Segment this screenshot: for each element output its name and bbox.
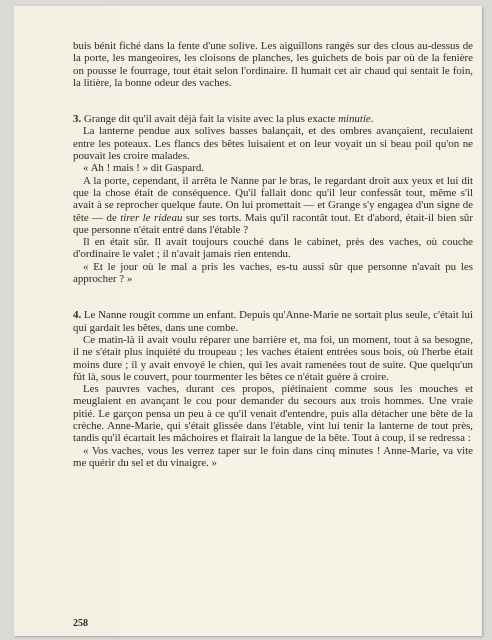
section-3-paragraph-2: « Ah ! mais ! » dit Gaspard.: [83, 162, 204, 175]
section-4-lead-text: Le Nanne rougit comme un enfant. Depuis qu'Anne-Marie ne sortait plus seule, c'était lui qui gardait les bêtes, dans une combe.: [73, 309, 473, 334]
section-4-paragraph-2: Ce matin-là il avait voulu réparer une barrière et, ma foi, un moment, tout à sa besogne, il ne s'était plus inquiété du troupeau ; les vaches étaient entrées sous bois, où l'herbe était moins dure ; il y avait envoyé le chien, qui les avait ramenées tout de suite. Que quelqu'un fût là, sous le couvert, pour tourmenter les bêtes ce n'était guère à croire.: [73, 333, 473, 383]
section-3-number: 3.: [73, 113, 82, 126]
page-text: [73, 40, 473, 469]
section-3-paragraph-5: « Et le jour où le mal a pris les vaches, es-tu aussi sûr que personne n'avait pu les approcher ? »: [73, 260, 473, 286]
intro-paragraph: buis bénit fiché dans la fente d'une solive. Les aiguillons rangés sur des clous au-dessus de la porte, les mangeoires, les cloisons de planches, les guichets de bois par où de la fenière on pousse le fourrage, tout était selon l'ordinaire. Il humait cet air chaud qui sentait le foin, la litière, la bonne odeur des vaches.: [73, 40, 473, 89]
section-gap: [73, 89, 473, 113]
section-4-paragraph-1: [73, 309, 473, 334]
section-3-italic-phrase: tirer le rideau: [120, 211, 183, 224]
section-3-paragraph-1: La lanterne pendue aux solives basses balançait, et des ombres avançaient, reculaient entre les poteaux. Les flancs des bêtes luisaient et on leur voyait un si beau poil qu'on ne pouvait les croire malades.: [73, 125, 473, 163]
section-3-paragraph-3a: A la porte, cependant, il arrêta le Nanne par le bras, le regardant droit aux yeux et lui dit que la chose était de conséquence. Qu'il fallait donc qu'il leur confessât tout, même s'il avait à se reprocher quelque faute. On lui promettait — et Grange s'y engagea d'un signe de tête — de: [73, 174, 473, 224]
section-4-number: 4.: [73, 309, 82, 322]
section-4-paragraph-4: « Vos vaches, vous les verrez taper sur le foin dans cinq minutes ! Anne-Marie, va vite me quérir du sel et du vinaigre. »: [73, 444, 473, 469]
page-number: 258: [73, 618, 88, 629]
section-gap: [73, 285, 473, 309]
section-3-paragraph-3: [73, 175, 473, 236]
section-3-lead: [73, 113, 473, 125]
section-3-lead-italic: minutie: [338, 113, 371, 126]
section-3-paragraph-3b: sur ses torts. Mais qu'il racontât tout. Et d'abord, était-il bien sûr que personne n'était entré dans l'étable ?: [73, 211, 474, 236]
section-3-lead-end: .: [370, 113, 374, 126]
section-3-paragraph-4: Il en était sûr. Il avait toujours couché dans le cabinet, près des vaches, où couche d'ordinaire le valet ; il n'avait jamais rien entendu.: [73, 236, 473, 261]
section-4-paragraph-3: Les pauvres vaches, durant ces propos, piétinaient comme sous les mouches et meuglaient en avançant le cou pour demander du secours aux trois hommes. Une vraie pitié. Le garçon pensa un peu à ce qu'il venait d'entendre, puis alla détacher une bête de la crèche. Anne-Marie, qui s'était glissée dans l'étable, vint lui tenir la lanterne de tout près, tandis qu'il écartait les mâchoires et flairait la langue de la bête. Tout à coup, il se redressa :: [73, 383, 473, 445]
section-3-lead-text: Grange dit qu'il avait déjà fait la visite avec la plus exacte: [81, 113, 339, 126]
